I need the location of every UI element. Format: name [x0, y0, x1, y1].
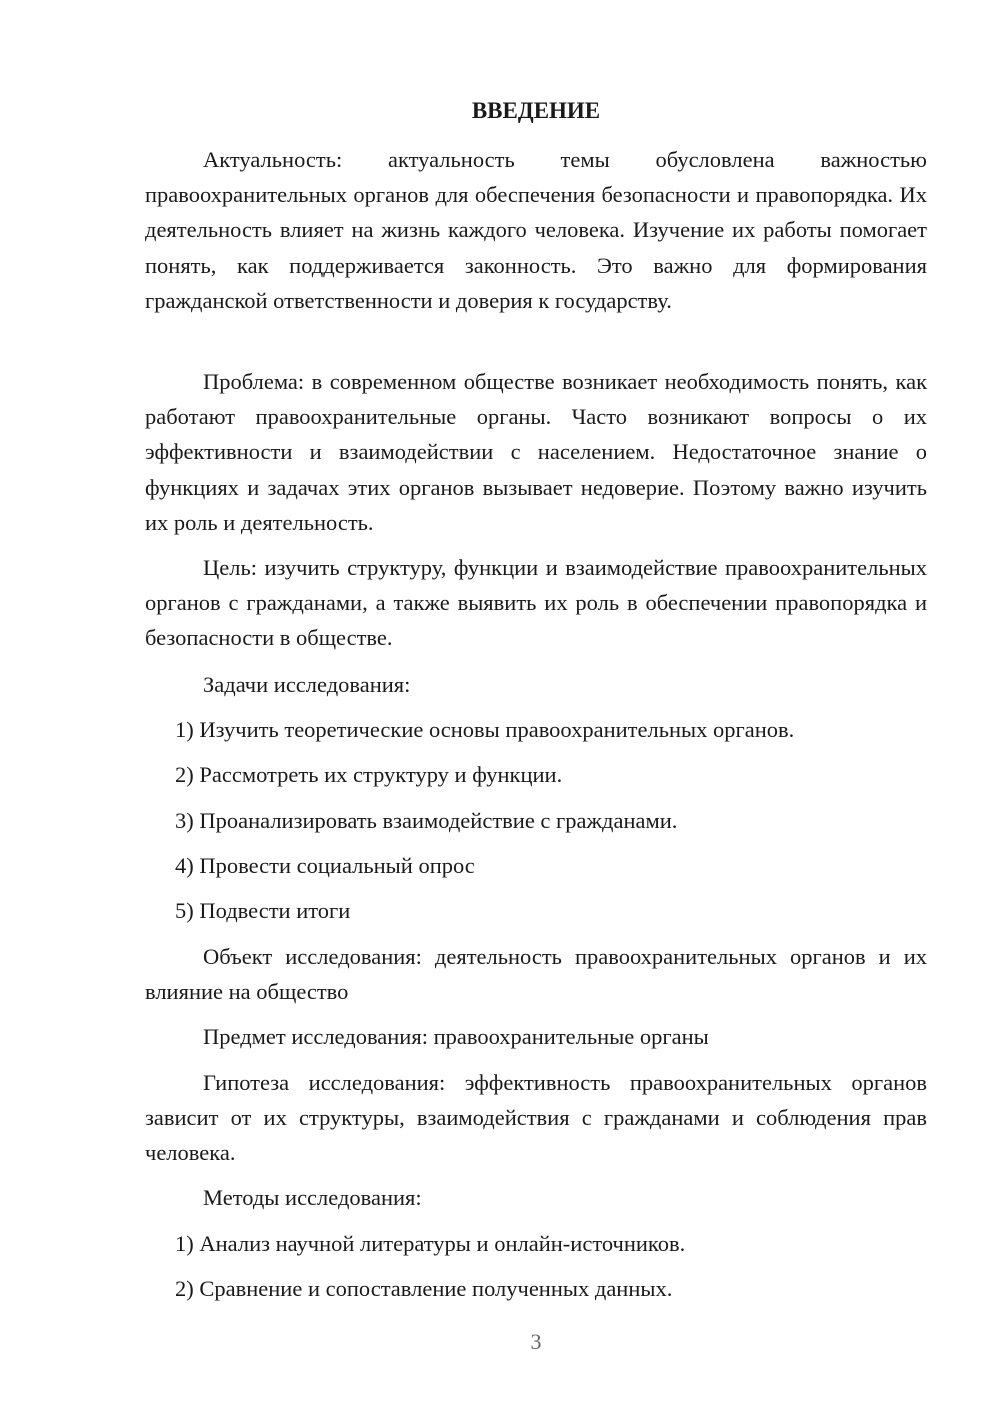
subject-paragraph: Предмет исследования: правоохранительные органы — [203, 1024, 709, 1049]
object-paragraph: Объект исследования: деятельность правоохранительных органов и их влияние на общество — [145, 944, 927, 1005]
task-item: 4) Провести социальный опрос — [175, 853, 475, 878]
methods-heading: Методы исследования: — [203, 1185, 422, 1210]
tasks-heading: Задачи исследования: — [203, 672, 411, 697]
page-number: 3 — [530, 1329, 542, 1354]
task-item: 5) Подвести итоги — [175, 898, 351, 923]
method-item: 1) Анализ научной литературы и онлайн-источников. — [175, 1231, 686, 1256]
method-item: 2) Сравнение и сопоставление полученных данных. — [175, 1276, 673, 1301]
relevance-paragraph: Актуальность: актуальность темы обусловлена важностью правоохранительных органов для обеспечения безопасности и правопорядка. Их деятельность влияет на жизнь каждого человека. Изучение их работы помогает понять, как поддерживается законность. Это важно для формирования гражданской ответственности и доверия к государству. — [145, 147, 927, 313]
section-title: ВВЕДЕНИЕ — [471, 98, 601, 123]
goal-paragraph: Цель: изучить структуру, функции и взаимодействие правоохранительных органов с гражданами, а также выявить их роль в обеспечении правопорядка и безопасности в обществе. — [145, 555, 927, 651]
task-item: 2) Рассмотреть их структуру и функции. — [175, 762, 563, 787]
problem-paragraph: Проблема: в современном обществе возникает необходимость понять, как работают правоохранительные органы. Часто возникают вопросы о их эффективности и взаимодействии с населением. Недостаточное знание о функциях и задачах этих органов вызывает недоверие. Поэтому важно изучить их роль и деятельность. — [145, 369, 927, 535]
task-item: 3) Проанализировать взаимодействие с гражданами. — [175, 808, 678, 833]
hypothesis-paragraph: Гипотеза исследования: эффективность правоохранительных органов зависит от их структуры, взаимодействия с гражданами и соблюдения прав человека. — [145, 1070, 927, 1166]
task-item: 1) Изучить теоретические основы правоохранительных органов. — [175, 717, 795, 742]
